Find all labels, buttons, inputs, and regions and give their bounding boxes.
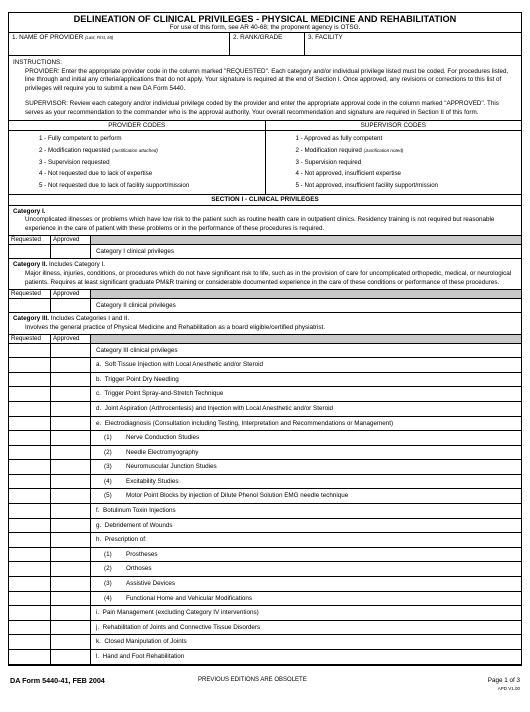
code-text: 1 - Fully competent to perform xyxy=(39,135,122,143)
code-text: 3 - Supervision requested xyxy=(39,158,110,166)
supervisor-codes-list xyxy=(266,131,522,194)
requested-cell[interactable] xyxy=(9,475,51,489)
privilege-text: Functional Home and Vehicular Modifications xyxy=(126,594,253,602)
requested-cell[interactable] xyxy=(9,650,51,664)
code-text: 3 - Supervision required xyxy=(295,158,362,166)
approved-cell[interactable] xyxy=(51,577,91,591)
privilege-text: Trigger Point Dry Needling xyxy=(104,375,179,383)
code-text: 2 - Modification required xyxy=(295,146,364,154)
approved-cell[interactable] xyxy=(51,460,91,474)
code-item xyxy=(39,180,265,192)
form-number: DA Form 5440-41, FEB 2004 xyxy=(10,676,105,685)
code-item xyxy=(296,168,522,180)
approved-cell[interactable] xyxy=(51,373,91,387)
code-item xyxy=(39,168,265,180)
privilege-label xyxy=(91,621,521,635)
category-1-label: Category I. xyxy=(13,207,46,215)
privilege-row xyxy=(9,635,521,650)
approved-cell[interactable] xyxy=(51,344,91,358)
privilege-row xyxy=(9,299,521,314)
code-note: (Justification attached) xyxy=(111,147,158,153)
requested-cell[interactable] xyxy=(9,562,51,576)
privilege-row xyxy=(9,373,521,388)
code-item xyxy=(39,157,265,169)
privilege-row xyxy=(9,446,521,461)
privilege-label xyxy=(91,606,521,620)
supervisor-codes-heading: SUPERVISOR CODES xyxy=(360,122,426,130)
privilege-text: Soft Tissue Injection with Local Anesthetic and/or Steroid xyxy=(104,361,263,369)
privilege-label xyxy=(91,562,521,576)
category-3-label: Category III. xyxy=(13,315,50,323)
privilege-label xyxy=(91,489,521,503)
requested-cell[interactable] xyxy=(9,460,51,474)
category-2-label: Category II. xyxy=(13,261,48,269)
requested-cell[interactable] xyxy=(9,577,51,591)
form-page xyxy=(8,12,522,691)
privilege-number: a. xyxy=(96,361,102,369)
privilege-row xyxy=(9,460,521,475)
privilege-label xyxy=(91,504,521,518)
code-item xyxy=(296,180,522,192)
approved-cell[interactable] xyxy=(51,606,91,620)
category-3-columns xyxy=(9,335,521,344)
supervisor-instructions: SUPERVISOR: Review each category and/or individual privilege coded by the provider and enter the appropriate approval code in the column marked "APPROVED". This serves as your recommendation to the commander who is the approval authority. Your overall recommendation and signature are required in Section II of this form. xyxy=(25,99,499,116)
rank-grade-label: 2. RANK/GRADE xyxy=(233,34,283,41)
category-1-columns xyxy=(9,236,521,245)
approved-cell[interactable] xyxy=(51,650,91,664)
privilege-label xyxy=(91,635,521,649)
privilege-text: Nerve Conduction Studies xyxy=(126,434,200,442)
privilege-label xyxy=(91,650,521,664)
provider-codes-list xyxy=(9,131,266,194)
privilege-row xyxy=(9,533,521,548)
approved-cell[interactable] xyxy=(51,475,91,489)
approved-cell[interactable] xyxy=(51,504,91,518)
approved-cell[interactable] xyxy=(51,299,91,313)
privilege-row xyxy=(9,489,521,504)
privilege-number: f. xyxy=(96,507,100,515)
code-text: 4 - Not approved, insufficient expertise xyxy=(295,170,401,178)
requested-cell[interactable] xyxy=(9,592,51,606)
privilege-row xyxy=(9,519,521,534)
privilege-text: Assistive Devices xyxy=(126,580,175,588)
privilege-row xyxy=(9,562,521,577)
approved-cell[interactable] xyxy=(51,245,91,259)
privilege-row xyxy=(9,475,521,490)
privilege-label xyxy=(91,431,521,445)
provider-name-hint: (Last, First, MI) xyxy=(85,35,114,40)
privilege-label xyxy=(91,475,521,489)
privilege-text: Rehabilitation of Joints and Connective Tissue Disorders xyxy=(102,623,261,631)
category-3-description xyxy=(9,313,521,334)
privilege-label xyxy=(91,577,521,591)
privilege-label xyxy=(91,344,521,358)
requested-column-header: Requested xyxy=(9,335,51,343)
code-item xyxy=(296,157,522,169)
instructions-heading: INSTRUCTIONS: xyxy=(13,59,62,66)
privilege-number: (2) xyxy=(104,565,112,573)
privilege-row xyxy=(9,417,521,432)
approved-cell[interactable] xyxy=(51,387,91,401)
privilege-number: (4) xyxy=(104,477,112,485)
approved-cell[interactable] xyxy=(51,417,91,431)
section-title: SECTION I - CLINICAL PRIVILEGES xyxy=(9,195,521,206)
privilege-text: Excitability Studies xyxy=(126,477,179,485)
privilege-label: Category II clinical privileges xyxy=(96,301,176,309)
requested-cell[interactable] xyxy=(9,358,51,372)
approved-cell[interactable] xyxy=(51,519,91,533)
privilege-text: Hand and Foot Rehabilitation xyxy=(102,653,185,661)
code-text: 1 - Approved as fully competent xyxy=(295,135,383,143)
privilege-number: (3) xyxy=(104,580,112,588)
requested-column-header: Requested xyxy=(9,290,51,298)
privilege-number: (5) xyxy=(104,492,112,500)
category-2-includes: Includes Category I. xyxy=(47,261,106,269)
category-3-privilege-list xyxy=(9,344,521,665)
category-3-text: Involves the general practice of Physical Medicine and Rehabilitation as a board eligible/certified physiatrist. xyxy=(25,323,325,331)
approved-cell[interactable] xyxy=(51,446,91,460)
code-item xyxy=(296,133,522,145)
privilege-label xyxy=(91,460,521,474)
code-item xyxy=(39,133,265,145)
privilege-row xyxy=(9,650,521,665)
category-1-text: Uncomplicated illnesses or problems which have low risk to the patient such as routine health care in outpatient clinics. Residency training is not required but reasonable experience in the care of patient with these problems or in the performance of these procedures is required. xyxy=(25,216,495,233)
requested-cell[interactable] xyxy=(9,299,51,313)
requested-cell[interactable] xyxy=(9,489,51,503)
approved-cell[interactable] xyxy=(51,562,91,576)
privilege-text: Botulinum Toxin Injections xyxy=(103,507,176,515)
requested-cell[interactable] xyxy=(9,635,51,649)
category-2-text: Major illness, injuries, conditions, or procedures which do not have significant risk to life, such as in the provision of care for uncomplicated orthopedic, medical, or neurological patients. Requires at least significant graduate PM&R training or considerable documented experience in the care of these conditions or performance of these procedures. xyxy=(25,270,512,286)
privilege-label xyxy=(91,358,521,372)
code-text: 5 - Not approved, insufficient facility support/mission xyxy=(295,182,439,190)
privilege-number: j. xyxy=(96,623,100,631)
privilege-text: Electrodiagnosis (Consultation including Testing, Interpretation and Recommendations or Management) xyxy=(104,419,394,427)
privilege-text: Closed Manipulation of Joints xyxy=(104,638,187,646)
requested-cell[interactable] xyxy=(9,504,51,518)
privilege-label xyxy=(91,533,521,547)
privilege-label xyxy=(91,519,521,533)
requested-cell[interactable] xyxy=(9,373,51,387)
privilege-row xyxy=(9,245,521,260)
code-text: 5 - Not requested due to lack of facility support/mission xyxy=(39,182,190,190)
privilege-number: (2) xyxy=(104,448,112,456)
requested-cell[interactable] xyxy=(9,402,51,416)
privilege-text: Motor Point Blocks by injection of Dilute Phenol Solution EMG needle technique xyxy=(126,492,349,500)
code-text: 2 - Modification requested xyxy=(39,146,112,154)
privilege-text: Needle Electromyography xyxy=(126,448,199,456)
codes-header xyxy=(9,121,521,131)
form-title: DELINEATION OF CLINICAL PRIVILEGES - PHYSICAL MEDICINE AND REHABILITATION xyxy=(73,14,457,24)
privilege-number: h. xyxy=(96,536,102,544)
privilege-row xyxy=(9,592,521,607)
approved-column-header: Approved xyxy=(51,335,91,343)
version-label: APD V1.00 xyxy=(497,686,520,691)
requested-cell[interactable] xyxy=(9,446,51,460)
approved-cell[interactable] xyxy=(51,592,91,606)
page-number: Page 1 of 3 xyxy=(487,677,520,684)
privilege-number: d. xyxy=(96,404,102,412)
category-3-includes: Includes Categories I and II. xyxy=(49,315,130,323)
requested-cell[interactable] xyxy=(9,431,51,445)
privilege-label: Category I clinical privileges xyxy=(96,247,175,255)
privilege-text: Neuromuscular Junction Studies xyxy=(126,463,217,471)
code-item xyxy=(39,145,265,157)
privilege-number: k. xyxy=(96,638,101,646)
privilege-number: i. xyxy=(96,609,100,617)
form-subtitle: For use of this form, see AR 40-68; the proponent agency is OTSG. xyxy=(9,24,521,33)
privilege-row xyxy=(9,387,521,402)
approved-cell[interactable] xyxy=(51,621,91,635)
privilege-number: l. xyxy=(96,653,100,661)
privilege-row xyxy=(9,504,521,519)
privilege-label xyxy=(91,402,521,416)
privilege-label xyxy=(91,373,521,387)
requested-cell[interactable] xyxy=(9,344,51,358)
approved-cell[interactable] xyxy=(51,533,91,547)
privilege-number: e. xyxy=(96,419,102,427)
privilege-number: (4) xyxy=(104,594,112,602)
requested-cell[interactable] xyxy=(9,417,51,431)
privilege-row xyxy=(9,548,521,563)
approved-cell[interactable] xyxy=(51,358,91,372)
privilege-text: Prostheses xyxy=(126,550,158,558)
category-2-description xyxy=(9,259,521,289)
privilege-text: Trigger Point Spray-and-Stretch Technique xyxy=(104,390,224,398)
privilege-number: (1) xyxy=(104,434,112,442)
approved-column-header: Approved xyxy=(51,290,91,298)
provider-name-label: 1. NAME OF PROVIDER xyxy=(12,34,84,41)
approved-column-header: Approved xyxy=(51,236,91,244)
facility-label: 3. FACILITY xyxy=(308,34,343,41)
privilege-text: Category III clinical privileges xyxy=(96,346,178,354)
privilege-label xyxy=(91,592,521,606)
facility-field[interactable] xyxy=(305,33,521,55)
privilege-row xyxy=(9,577,521,592)
approved-cell[interactable] xyxy=(51,548,91,562)
rank-grade-field[interactable] xyxy=(230,33,305,55)
privilege-row xyxy=(9,606,521,621)
provider-name-field[interactable] xyxy=(9,33,230,55)
privilege-label xyxy=(91,446,521,460)
privilege-text: Prescription of: xyxy=(104,536,147,544)
provider-info-row xyxy=(9,33,521,56)
code-note: (Justification noted) xyxy=(363,147,404,153)
privilege-label xyxy=(91,417,521,431)
codes-table xyxy=(9,131,521,195)
approved-cell[interactable] xyxy=(51,635,91,649)
approved-cell[interactable] xyxy=(51,489,91,503)
privilege-row xyxy=(9,344,521,359)
privilege-row xyxy=(9,402,521,417)
requested-cell[interactable] xyxy=(9,606,51,620)
privilege-row xyxy=(9,621,521,636)
requested-cell[interactable] xyxy=(9,548,51,562)
privilege-label xyxy=(91,548,521,562)
requested-cell[interactable] xyxy=(9,245,51,259)
instructions xyxy=(9,56,521,121)
provider-codes-heading: PROVIDER CODES xyxy=(9,121,266,130)
code-item xyxy=(296,145,522,157)
privilege-number: g. xyxy=(96,521,102,529)
approved-cell[interactable] xyxy=(51,402,91,416)
requested-cell[interactable] xyxy=(9,387,51,401)
privilege-text: Orthoses xyxy=(126,565,152,573)
category-1-description xyxy=(9,206,521,236)
privilege-row xyxy=(9,358,521,373)
privilege-text: Debridement of Wounds xyxy=(104,521,173,529)
privilege-number: (1) xyxy=(104,550,112,558)
previous-editions-note: PREVIOUS EDITIONS ARE OBSOLETE xyxy=(198,677,307,683)
approved-cell[interactable] xyxy=(51,431,91,445)
privilege-number: b. xyxy=(96,375,102,383)
privilege-text: Pain Management (excluding Category IV interventions) xyxy=(102,609,259,617)
requested-column-header: Requested xyxy=(9,236,51,244)
requested-cell[interactable] xyxy=(9,621,51,635)
privilege-number: c. xyxy=(96,390,101,398)
privilege-number: (3) xyxy=(104,463,112,471)
requested-cell[interactable] xyxy=(9,533,51,547)
provider-instructions: PROVIDER: Enter the appropriate provider code in the column marked "REQUESTED". Each category and/or individual privilege listed must be coded. For procedures listed, line through and initial any criteria/applications that do not apply. Your signature is required at the end of Section I. Once approved, any revisions or corrections to this list of privileges will require you to submit a new DA Form 5440. xyxy=(25,67,509,93)
privilege-row xyxy=(9,431,521,446)
privilege-label xyxy=(91,387,521,401)
form-frame xyxy=(8,12,522,666)
privilege-text: Joint Aspiration (Arthrocentesis) and Injection with Local Anesthetic and/or Steroid xyxy=(104,404,333,412)
category-2-columns xyxy=(9,290,521,299)
requested-cell[interactable] xyxy=(9,519,51,533)
code-text: 4 - Not requested due to lack of expertise xyxy=(39,170,153,178)
